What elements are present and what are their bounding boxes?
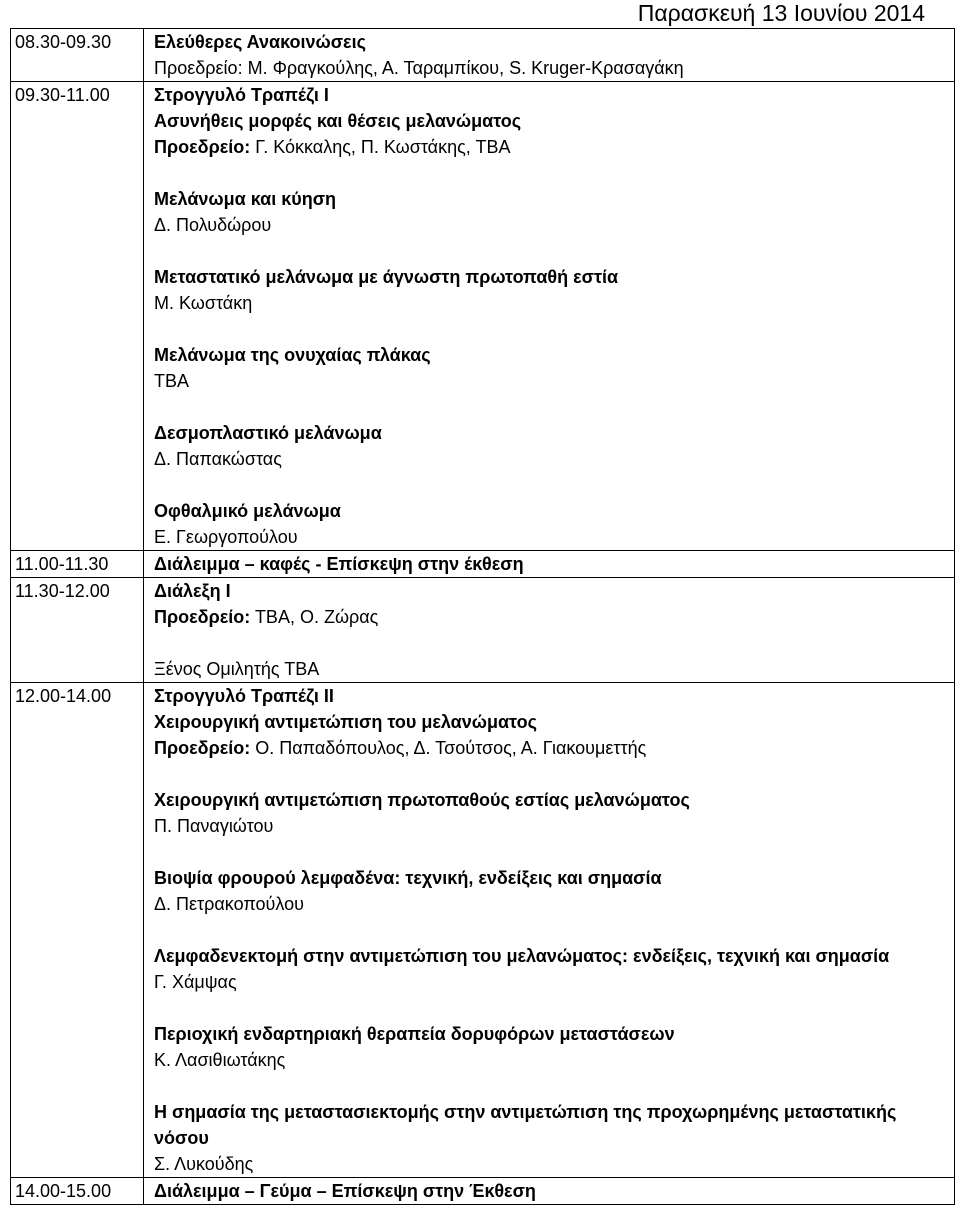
time-cell: 14.00-15.00 bbox=[11, 1178, 144, 1205]
talk-speaker: Γ. Χάμψας bbox=[154, 972, 237, 992]
talk-title: Η σημασία της μεταστασιεκτομής στην αντιμετώπιση της προχωρημένης μεταστατικής νόσου bbox=[154, 1102, 897, 1148]
session-chairs bbox=[154, 134, 954, 160]
talk-speaker: Δ. Πολυδώρου bbox=[154, 215, 272, 235]
talk-title: Βιοψία φρουρού λεμφαδένα: τεχνική, ενδείξεις και σημασία bbox=[154, 868, 662, 888]
chairs-names: Γ. Κόκκαλης, Π. Κωστάκης, ΤΒΑ bbox=[250, 137, 511, 157]
talk-speaker: Κ. Λασιθιωτάκης bbox=[154, 1050, 286, 1070]
content-cell bbox=[144, 683, 955, 1178]
talk-title: Μελάνωμα και κύηση bbox=[154, 189, 337, 209]
talk-speaker: Μ. Κωστάκη bbox=[154, 293, 253, 313]
table-row bbox=[11, 551, 955, 578]
talk-title: Λεμφαδενεκτομή στην αντιμετώπιση του μελανώματος: ενδείξεις, τεχνική και σημασία bbox=[154, 946, 890, 966]
session-chairs bbox=[154, 604, 954, 630]
chairs-label: Προεδρείο: bbox=[154, 738, 251, 758]
talk-speaker: Π. Παναγιώτου bbox=[154, 816, 274, 836]
program-table bbox=[10, 28, 955, 1205]
table-row bbox=[11, 1178, 955, 1205]
table-row bbox=[11, 683, 955, 1178]
talk-speaker: Σ. Λυκούδης bbox=[154, 1154, 254, 1174]
chairs-names: ΤΒΑ, Ο. Ζώρας bbox=[250, 607, 379, 627]
session-chairs: Προεδρείο: Μ. Φραγκούλης, Α. Ταραμπίκου, S. Kruger-Κρασαγάκη bbox=[154, 58, 684, 78]
content-cell bbox=[144, 82, 955, 551]
session-title: Διάλειμμα – καφές - Επίσκεψη στην έκθεση bbox=[154, 554, 524, 574]
chairs-label: Προεδρείο: bbox=[154, 607, 251, 627]
talk-title: Μεταστατικό μελάνωμα με άγνωστη πρωτοπαθή εστία bbox=[154, 267, 619, 287]
table-row bbox=[11, 82, 955, 551]
page-title: Παρασκευή 13 Ιουνίου 2014 bbox=[637, 0, 925, 26]
chairs-names: Ο. Παπαδόπουλος, Δ. Τσούτσος, Α. Γιακουμεττής bbox=[250, 738, 647, 758]
talk-title: Χειρουργική αντιμετώπιση πρωτοπαθούς εστίας μελανώματος bbox=[154, 790, 690, 810]
content-cell bbox=[144, 1178, 955, 1205]
session-title: Διάλεξη Ι bbox=[154, 581, 231, 601]
time-cell: 11.30-12.00 bbox=[11, 578, 144, 683]
session-subtitle: Χειρουργική αντιμετώπιση του μελανώματος bbox=[154, 712, 537, 732]
content-cell bbox=[144, 29, 955, 82]
talk-title: Μελάνωμα της ονυχαίας πλάκας bbox=[154, 345, 431, 365]
session-title: Διάλειμμα – Γεύμα – Επίσκεψη στην Έκθεση bbox=[154, 1181, 536, 1201]
session-title: Ελεύθερες Ανακοινώσεις bbox=[154, 32, 366, 52]
time-cell: 11.00-11.30 bbox=[11, 551, 144, 578]
talk-title: Δεσμοπλαστικό μελάνωμα bbox=[154, 423, 382, 443]
chairs-label: Προεδρείο: bbox=[154, 137, 251, 157]
table-row bbox=[11, 29, 955, 82]
content-cell bbox=[144, 551, 955, 578]
talk-title: Περιοχική ενδαρτηριακή θεραπεία δορυφόρων μεταστάσεων bbox=[154, 1024, 675, 1044]
talk-speaker: ΤΒΑ bbox=[154, 371, 190, 391]
time-cell: 08.30-09.30 bbox=[11, 29, 144, 82]
time-cell: 09.30-11.00 bbox=[11, 82, 144, 551]
guest-speaker: Ξένος Ομιλητής ΤΒΑ bbox=[154, 659, 320, 679]
talk-speaker: Δ. Παπακώστας bbox=[154, 449, 282, 469]
session-chairs bbox=[154, 735, 954, 761]
talk-title: Οφθαλμικό μελάνωμα bbox=[154, 501, 341, 521]
session-subtitle: Ασυνήθεις μορφές και θέσεις μελανώματος bbox=[154, 111, 522, 131]
table-row bbox=[11, 578, 955, 683]
talk-speaker: Δ. Πετρακοπούλου bbox=[154, 894, 304, 914]
session-title: Στρογγυλό Τραπέζι Ι bbox=[154, 85, 329, 105]
session-title: Στρογγυλό Τραπέζι ΙΙ bbox=[154, 686, 334, 706]
content-cell bbox=[144, 578, 955, 683]
time-cell: 12.00-14.00 bbox=[11, 683, 144, 1178]
talk-speaker: Ε. Γεωργοπούλου bbox=[154, 527, 298, 547]
